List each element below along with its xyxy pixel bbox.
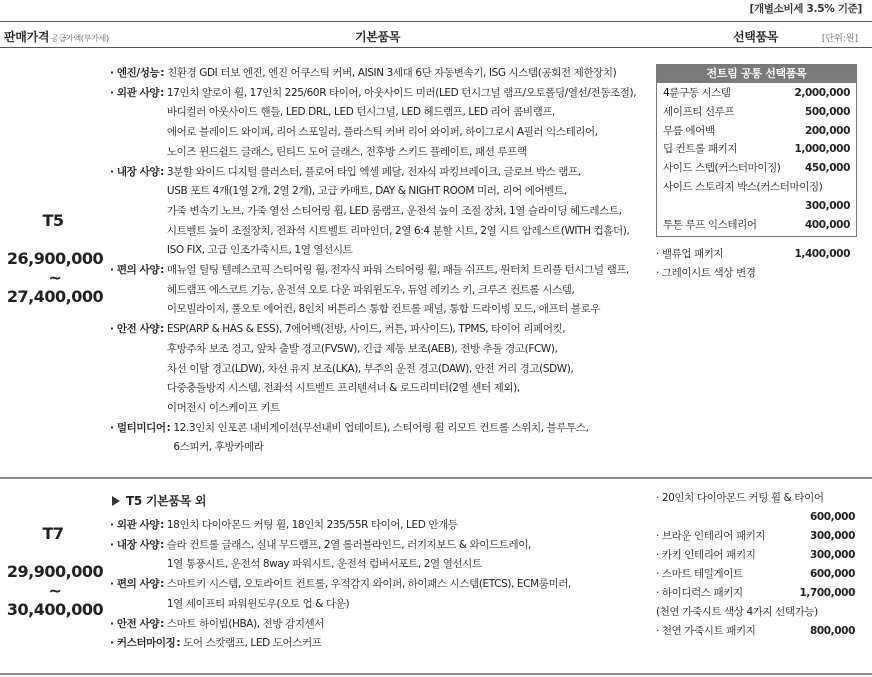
spec-row xyxy=(110,419,636,458)
spec-lines xyxy=(167,84,636,163)
t5-price-low: 26,900,000 xyxy=(6,249,104,268)
spec-line: 1열 세이프티 파워윈도우(오토 업 & 다운) xyxy=(166,597,350,610)
spec-line: 스마트 하이빔(HBA), 전방 감지센서 xyxy=(166,617,325,630)
spec-lines xyxy=(167,320,574,419)
option-row xyxy=(656,622,855,641)
option-row xyxy=(656,489,855,508)
t5-price-tilde: ~ xyxy=(48,268,62,287)
t7-price-high: 30,400,000 xyxy=(6,600,104,619)
option-name: · 20인치 다이아몬드 커팅 휠 & 타이어 xyxy=(656,492,824,504)
option-row xyxy=(663,197,850,216)
option-row xyxy=(656,603,855,622)
section-divider xyxy=(0,477,872,479)
option-name: · 카키 인테리어 패키지 xyxy=(656,549,756,561)
spec-line: ISO FIX, 고급 인조가죽시트, 1열 열선시트 xyxy=(166,244,353,257)
header-price-note: 공급가액(부가세) xyxy=(51,34,109,43)
spec-colon: : xyxy=(166,421,171,434)
spec-line: 후방주차 보조 경고, 앞차 출발 경고(FVSW), 긴급 제동 보조(AEB), 전방 추돌 경고(FCW), xyxy=(166,342,558,355)
spec-line: 17인치 알로이 휠, 17인치 225/60R 타이어, 아웃사이드 미러(LED 턴시그널 램프/오토폴딩/열선/전동조절), xyxy=(166,86,637,99)
spec-line: 이모빌라이저, 풀오토 에어컨, 8인치 버튼리스 통합 컨트롤 패널, 통합 드라이빙 모드, 애프터 블로우 xyxy=(166,303,601,316)
header-price-column xyxy=(4,28,109,45)
spec-colon: : xyxy=(160,519,164,531)
option-price: 1,000,000 xyxy=(794,143,850,156)
spec-lines xyxy=(167,516,458,536)
option-row xyxy=(663,159,850,178)
spec-lines xyxy=(167,163,630,262)
spec-category: · 안전 사양 xyxy=(110,320,159,419)
spec-row xyxy=(110,516,571,536)
spec-category: · 외관 사양 xyxy=(110,516,159,536)
option-row xyxy=(663,84,850,103)
option-price: 2,000,000 xyxy=(794,87,850,99)
spec-colon: : xyxy=(160,617,164,630)
option-name: 투톤 루프 익스테리어 xyxy=(663,218,757,231)
option-row xyxy=(663,122,850,141)
spec-row xyxy=(110,536,571,575)
header-basic-label: 기본품목 xyxy=(355,30,401,44)
spec-colon: : xyxy=(160,264,164,277)
option-row xyxy=(663,216,850,235)
spec-row xyxy=(110,320,636,419)
option-name: (천연 가죽시트 색상 4가지 선택가능) xyxy=(656,606,818,618)
spec-lines xyxy=(167,64,616,84)
spec-line: 이머전시 이스케이프 키트 xyxy=(166,401,280,414)
spec-category: · 편의 사양 xyxy=(110,261,159,320)
header-price-label: 판매가격 xyxy=(4,30,50,44)
spec-colon: : xyxy=(160,86,164,99)
option-price: 300,000 xyxy=(809,530,855,542)
option-name: · 그레이시트 색상 변경 xyxy=(656,267,756,279)
spec-line: 12.3인치 인포콘 내비게이션(무선내비 업데이트), 스티어링 휠 리모트 컨트롤 스위치, 블루투스, xyxy=(173,421,589,434)
t7-price-low: 29,900,000 xyxy=(6,562,104,581)
spec-row xyxy=(110,84,636,163)
spec-category: · 내장 사양 xyxy=(110,163,159,262)
t5-basic-spec-list xyxy=(110,64,636,458)
option-price: 300,000 xyxy=(809,549,855,561)
t5-trim-name: T5 xyxy=(42,211,64,230)
spec-line: 스마트키 시스템, 오토라이트 컨트롤, 우적감지 와이퍼, 하이패스 시스템(ETCS), ECM룸미러, xyxy=(166,578,571,591)
spec-row xyxy=(110,64,636,84)
option-row xyxy=(663,178,850,197)
spec-line: 도어 스캇램프, LED 도어스커프 xyxy=(183,637,322,650)
option-row xyxy=(656,546,855,565)
header-top-rule xyxy=(0,21,872,22)
spec-line: 에어로 블레이드 와이퍼, 리어 스포일러, 플라스틱 커버 리어 와이퍼, 하이그로시 A필러 익스테리어, xyxy=(166,126,598,139)
spec-colon: : xyxy=(160,538,164,551)
spec-line: 매뉴얼 틸팅 텔레스코픽 스티어링 휠, 전자식 파워 스티어링 휠, 패들 쉬프트, 원터치 트리플 턴시그널 램프, xyxy=(166,264,629,277)
t7-option-list xyxy=(656,489,855,641)
option-name: · 밸류업 패키지 xyxy=(656,248,724,260)
option-name: 사이드 스텝(커스터마이징) xyxy=(663,162,781,175)
option-row xyxy=(663,140,850,159)
option-name: · 스마트 테일게이트 xyxy=(656,568,743,580)
spec-line: 3분할 와이드 디지털 클러스터, 플로어 타입 엑셀 페달, 전자식 파킹브레이크, 글로브 박스 램프, xyxy=(166,165,581,178)
t5-extra-option-list xyxy=(656,245,850,283)
common-option-list xyxy=(657,83,856,234)
spec-row xyxy=(110,575,571,614)
spec-colon: : xyxy=(160,323,164,336)
option-row xyxy=(656,245,850,264)
option-row xyxy=(656,565,855,584)
spec-lines xyxy=(183,634,321,654)
spec-line: ESP(ARP & HAS & ESS), 7에어백(전방, 사이드, 커튼, 파사이드), TPMS, 타이어 리페어킷, xyxy=(166,323,566,336)
spec-line: 헤드램프 에스코트 기능, 운전석 오토 다운 파워윈도우, 듀얼 레키스 키, 크루즈 컨트롤 시스템, xyxy=(166,283,575,296)
option-price: 400,000 xyxy=(804,218,850,231)
option-name: · 브라운 인테리어 패키지 xyxy=(656,530,766,542)
option-price: 450,000 xyxy=(804,162,850,175)
header-unit-label: [단위:원] xyxy=(821,34,858,44)
option-price: 600,000 xyxy=(809,511,855,523)
spec-line: 친환경 GDI 터보 엔진, 엔진 어쿠스틱 커버, AISIN 3세대 6단 자동변속기, ISG 시스템(공회전 제한장치) xyxy=(167,67,617,79)
spec-category: · 엔진/성능 xyxy=(110,64,159,84)
option-price: 300,000 xyxy=(804,199,850,212)
option-name: 사이드 스토리지 박스(커스터마이징) xyxy=(663,180,823,193)
spec-line: USB 포트 4개(1열 2개, 2열 2개), 고급 카매트, DAY & NIGHT ROOM 미러, 리어 에어벤트, xyxy=(166,185,567,198)
spec-colon: : xyxy=(160,67,165,79)
spec-line: 바디컬러 아웃사이드 핸들, LED DRL, LED 턴시그널, LED 헤드램프, LED 리어 콤비램프, xyxy=(166,106,555,119)
option-price: 500,000 xyxy=(804,105,850,118)
option-row xyxy=(656,264,850,283)
spec-category: · 커스터마이징 xyxy=(110,634,175,654)
option-price: 800,000 xyxy=(809,625,855,637)
option-row xyxy=(663,103,850,122)
spec-line: 노이즈 윈드쉴드 글래스, 틴티드 도어 글래스, 전후방 스키드 플레이트, 패션 루프랙 xyxy=(166,145,527,158)
t7-basic-spec-list xyxy=(110,516,571,654)
spec-lines xyxy=(167,261,629,320)
option-row xyxy=(656,584,855,603)
spec-line: 슬라 컨트롤 글래스, 실내 무드램프, 2열 롤러블라인드, 러기지보드 & 와이드트레이, xyxy=(166,538,531,551)
t7-price-range xyxy=(0,560,110,622)
t5-price-high: 27,400,000 xyxy=(6,287,104,306)
spec-line: 차선 이탈 경고(LDW), 차선 유지 보조(LKA), 부주의 운전 경고(DAW), 안전 거리 경고(SDW), xyxy=(166,362,574,375)
option-name: 딥 컨트롤 패키지 xyxy=(663,143,738,156)
spec-line: 가죽 변속기 노브, 가죽 열선 스티어링 휠, LED 룸램프, 운전석 높이 조절 장치, 1열 슬라이딩 헤드레스트, xyxy=(166,204,622,217)
option-name: · 천연 가죽시트 패키지 xyxy=(656,625,756,637)
t7-heading-text: T5 기본품목 외 xyxy=(126,494,207,508)
spec-category: · 내장 사양 xyxy=(110,536,159,575)
spec-lines xyxy=(167,536,531,575)
bottom-divider xyxy=(0,673,872,675)
spec-line: 18인치 다이아몬드 커팅 휠, 18인치 235/55R 타이어, LED 안개등 xyxy=(166,519,458,531)
header-option-label: 선택품목 xyxy=(733,30,779,44)
triangle-bullet-icon xyxy=(112,496,120,506)
common-option-box-title: 전트림 공통 선택품목 xyxy=(657,65,856,83)
t7-trim-name: T7 xyxy=(42,524,64,543)
spec-lines xyxy=(173,419,588,458)
option-name: · 하이디럭스 패키지 xyxy=(656,587,743,599)
option-row xyxy=(656,527,855,546)
option-name: 무릎 에어백 xyxy=(663,124,715,137)
spec-colon: : xyxy=(160,165,164,178)
spec-lines xyxy=(167,615,324,635)
option-name: 세이프티 선루프 xyxy=(663,105,735,118)
option-name: 4륜구동 시스템 xyxy=(663,87,731,99)
spec-line: 다중충돌방지 시스템, 전좌석 시트벨트 프리텐셔너 & 로드리미터(2열 센터 제외), xyxy=(166,382,520,395)
spec-row xyxy=(110,615,571,635)
spec-row xyxy=(110,261,636,320)
option-row xyxy=(656,508,855,527)
spec-colon: : xyxy=(176,637,181,650)
header-bottom-rule xyxy=(0,47,872,48)
option-price: 1,400,000 xyxy=(794,248,850,260)
common-option-box xyxy=(656,64,857,237)
spec-category: · 편의 사양 xyxy=(110,575,159,614)
spec-colon: : xyxy=(160,578,164,591)
t5-price-range xyxy=(0,247,110,309)
spec-lines xyxy=(167,575,571,614)
spec-category: · 외관 사양 xyxy=(110,84,159,163)
option-price: 1,700,000 xyxy=(799,587,855,599)
spec-category: · 안전 사양 xyxy=(110,615,159,635)
spec-line: 시트벨트 높이 조절장치, 전좌석 시트벨트 리마인더, 2열 6:4 분할 시트, 2열 시트 암레스트(WITH 컵홀더), xyxy=(166,224,630,237)
option-price: 200,000 xyxy=(804,124,850,137)
tax-basis-note: [개별소비세 3.5% 기준] xyxy=(749,3,862,15)
spec-line: 6스피커, 후방카메라 xyxy=(173,441,264,454)
spec-category: · 멀티미디어 xyxy=(110,419,166,458)
spec-row xyxy=(110,634,571,654)
option-price: 600,000 xyxy=(809,568,855,580)
t7-heading xyxy=(112,492,206,509)
t7-price-tilde: ~ xyxy=(48,581,62,600)
spec-line: 1열 통풍시트, 운전석 8way 파워시트, 운전석 럼버서포트, 2열 열선시트 xyxy=(166,558,482,571)
spec-row xyxy=(110,163,636,262)
